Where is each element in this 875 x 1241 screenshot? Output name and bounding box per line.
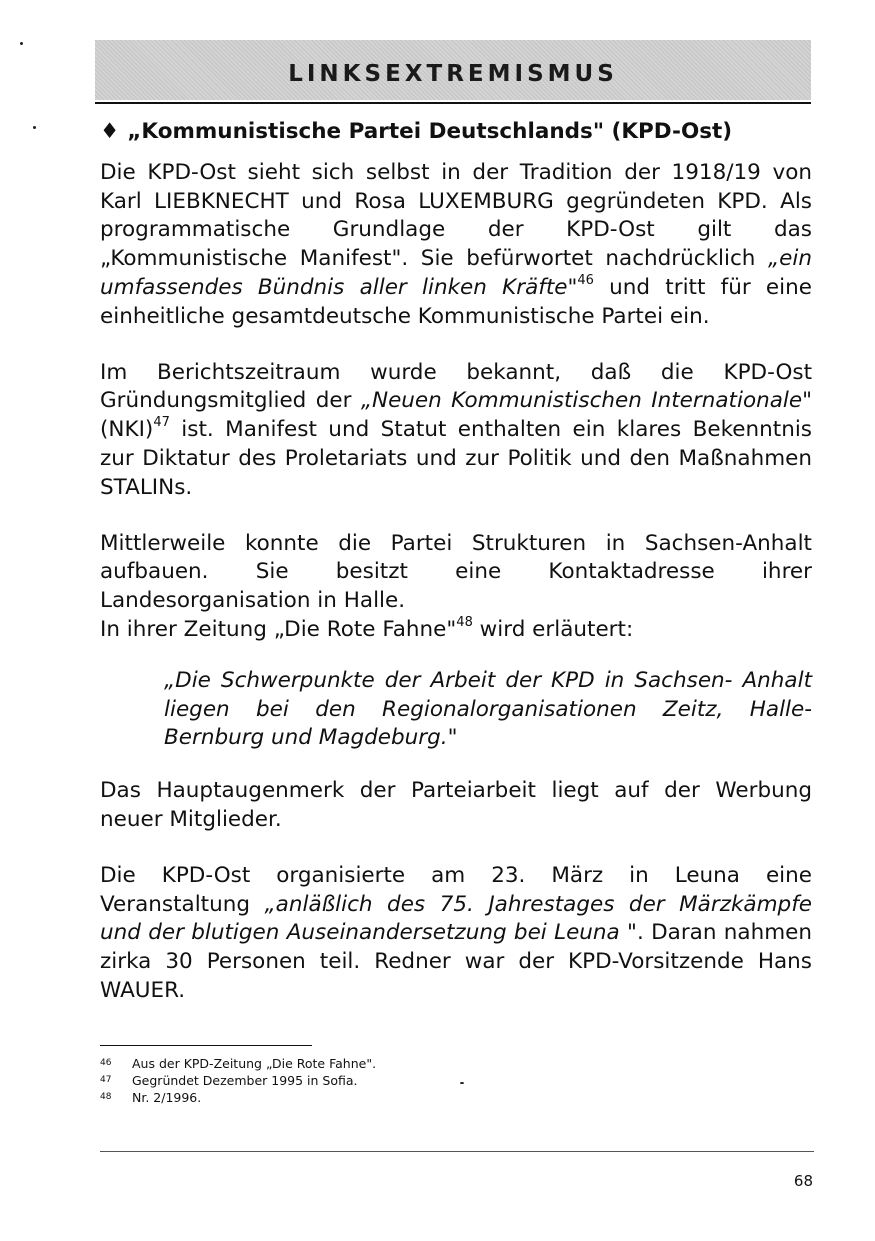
page-bottom-rule <box>100 1151 814 1152</box>
paragraph-1-text-b: und tritt für eine einheitliche gesamtdeutsche Kommunistische Partei ein. <box>100 274 812 329</box>
paragraph-1-text-a: Die KPD-Ost sieht sich selbst in der Tradition der 1918/19 von Karl LIEBKNECHT und Rosa LUXEMBURG gegründeten KPD. Als programmatische Grundlage der KPD-Ost gilt das „Kommunistische Manifest". Sie befürwortet nachdrücklich <box>100 159 812 272</box>
section-heading-text: „Kommunistische Partei Deutschlands" (KPD-Ost) <box>127 119 733 144</box>
footnotes <box>100 1055 376 1106</box>
paragraph-4-text-a: In ihrer Zeitung „Die Rote Fahne" <box>100 616 457 642</box>
footnote-ref-46: 46 <box>577 272 594 288</box>
paragraph-6 <box>100 862 812 1006</box>
header-rule <box>95 102 811 104</box>
footnote <box>100 1089 376 1106</box>
paragraph-6-quote: „anläßlich des 75. Jahrestages der Märzkämpfe und der blutigen Auseinandersetzung bei Leuna " <box>100 891 812 946</box>
section-header-band <box>95 40 811 100</box>
footnote <box>100 1055 376 1072</box>
paragraph-5: Das Hauptaugenmerk der Parteiarbeit liegt auf der Werbung neuer Mitglieder. <box>100 778 812 832</box>
paragraph-4 <box>100 616 812 645</box>
footnote-text: Nr. 2/1996. <box>132 1090 202 1105</box>
paragraph-6-text-b: . Daran nahmen zirka 30 Personen teil. Redner war der KPD-Vorsitzende Hans WAUER. <box>100 920 812 1003</box>
section-heading <box>100 118 812 147</box>
diamond-bullet-icon: ♦ <box>100 119 120 144</box>
page-number: 68 <box>793 1172 813 1190</box>
block-quote: „Die Schwerpunkte der Arbeit der KPD in Sachsen- Anhalt liegen bei den Regionalorganisationen Zeitz, Halle-Bernburg und Magdeburg." <box>164 667 812 751</box>
paragraph-1-quote: „ein umfassendes Bündnis aller linken Kräfte" <box>100 246 812 300</box>
paragraph-4-text-b: wird erläutert: <box>472 616 634 642</box>
footnote-text: Aus der KPD-Zeitung „Die Rote Fahne". <box>132 1056 377 1071</box>
footnote-number: 48 <box>100 1092 112 1102</box>
footnote-number: 47 <box>100 1075 112 1085</box>
paragraph-2 <box>100 359 812 503</box>
paragraph-2-text-b: (NKI) <box>100 417 154 443</box>
paragraph-2-text-a: Im Berichtszeitraum wurde bekannt, daß die KPD-Ost Gründungsmitglied der <box>100 359 812 414</box>
paragraph-2-text-c: ist. Manifest und Statut enthalten ein klares Bekenntnis zur Diktatur des Proletariats und zur Politik und den Maßnahmen STALINs. <box>100 417 812 500</box>
footnote-rule <box>100 1045 312 1046</box>
footnote-text: Gegründet Dezember 1995 in Sofia. <box>132 1073 358 1088</box>
scan-speck <box>460 1082 464 1084</box>
paragraph-6-text-a: Die KPD-Ost organisierte am 23. März in Leuna eine Veranstaltung <box>100 862 812 917</box>
footnote-ref-48: 48 <box>456 614 473 630</box>
page-body <box>100 118 812 1006</box>
scan-speck <box>20 42 23 45</box>
footnote-ref-47: 47 <box>153 415 170 431</box>
paragraph-2-quote: „Neuen Kommunistischen Internationale" <box>360 388 812 414</box>
paragraph-3: Mittlerweile konnte die Partei Strukturen in Sachsen-Anhalt aufbauen. Sie besitzt eine Kontaktadresse ihrer Landesorganisation in Halle. <box>100 530 812 614</box>
footnote <box>100 1072 376 1089</box>
footnote-number: 46 <box>100 1058 112 1068</box>
paragraph-1 <box>100 159 812 332</box>
scan-speck <box>33 126 36 129</box>
section-header-title: LINKSEXTREMISMUS <box>288 61 618 87</box>
